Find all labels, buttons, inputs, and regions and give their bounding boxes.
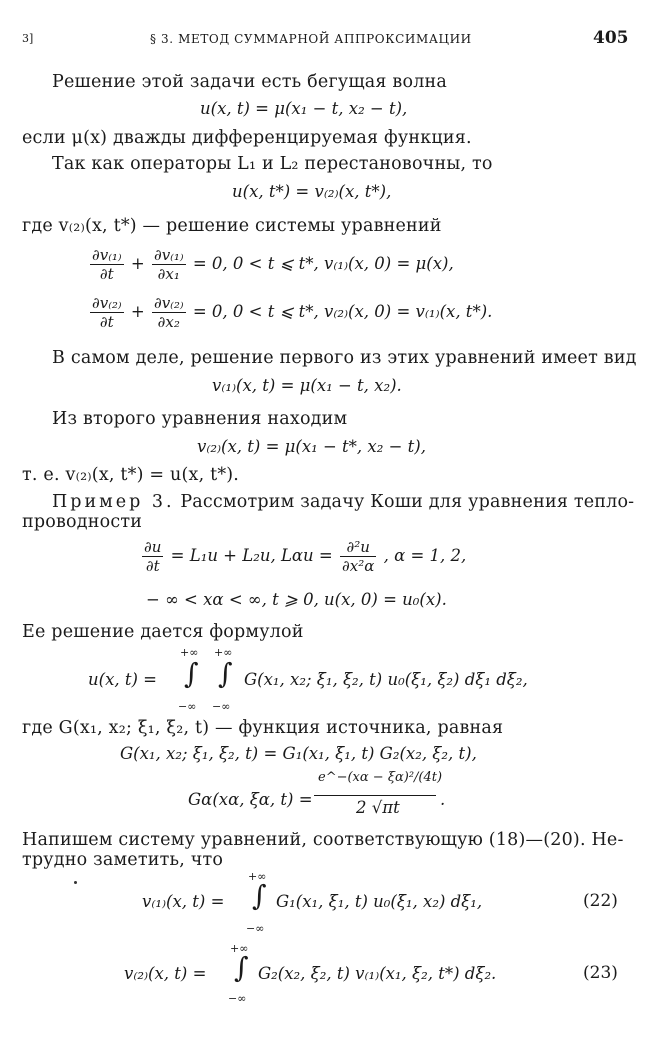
upper-limit: +∞ bbox=[214, 646, 233, 659]
equation-23-rhs: G₂(x₂, ξ₂, t) v₍₁₎(x₁, ξ₂, t*) dξ₂. bbox=[258, 964, 497, 983]
paragraph-line: Решение этой задачи есть бегущая волна bbox=[52, 72, 448, 92]
paragraph-line: если μ(x) дважды дифференцируемая функция. bbox=[22, 128, 472, 148]
integral-sign: ∫ bbox=[184, 657, 199, 690]
equation-solution-rhs: G(x₁, x₂; ξ₁, ξ₂, t) u₀(ξ₁, ξ₂) dξ₁ dξ₂, bbox=[244, 670, 528, 689]
equation-Galpha-denominator: 2 √πt bbox=[356, 798, 400, 817]
upper-limit: +∞ bbox=[180, 646, 199, 659]
equation-v2: v₍₂₎(x, t) = μ(x₁ − t*, x₂ − t), bbox=[197, 437, 426, 456]
equation-system-2: $\frac{\text{∂v₍₂₎}}{\partial t}$ + $\frac{\text{∂v₍₂₎}}{\text{∂x₂}}$ = 0, 0 < t ⩽ t*, v₍₂₎(x, 0) = v₍₁₎(x, t*). bbox=[92, 294, 493, 331]
page-number: 405 bbox=[593, 28, 629, 48]
lower-limit: −∞ bbox=[228, 992, 247, 1005]
fraction-bar bbox=[314, 795, 436, 796]
fraction: $\frac{\text{∂v₍₁₎}}{\partial t}$ bbox=[92, 246, 122, 283]
equation-system-1: $\frac{\text{∂v₍₁₎}}{\partial t}$ + $\frac{\text{∂v₍₁₎}}{\text{∂x₁}}$ = 0, 0 < t ⩽ t*, v₍₁₎(x, 0) = μ(x), bbox=[92, 246, 454, 283]
equation-22-lhs: v₍₁₎(x, t) = bbox=[142, 892, 225, 911]
equation-22-rhs: G₁(x₁, ξ₁, t) u₀(ξ₁, x₂) dξ₁, bbox=[276, 892, 483, 911]
equation-number: (23) bbox=[583, 963, 618, 983]
fraction: $\frac{\text{∂v₍₂₎}}{\text{∂x₂}}$ bbox=[153, 294, 184, 331]
equation-v1: v₍₁₎(x, t) = μ(x₁ − t, x₂). bbox=[212, 376, 402, 395]
equation-solution-lhs: u(x, t) = bbox=[88, 670, 157, 689]
fraction: $\frac{\text{∂v₍₂₎}}{\partial t}$ bbox=[92, 294, 122, 331]
paragraph-line: В самом деле, решение первого из этих уравнений имеет вид bbox=[52, 348, 637, 368]
fraction: $\frac{\partial u}{\partial t}$ bbox=[144, 538, 162, 575]
equation-G: G(x₁, x₂; ξ₁, ξ₂, t) = G₁(x₁, ξ₁, t) G₂(x₂, ξ₂, t), bbox=[120, 744, 477, 763]
paragraph-line: трудно заметить, что bbox=[22, 850, 224, 870]
upper-limit: +∞ bbox=[230, 942, 249, 955]
paragraph-line: где v₍₂₎(x, t*) — решение системы уравнений bbox=[22, 216, 442, 236]
speck bbox=[74, 881, 77, 884]
equation-wave: u(x, t) = μ(x₁ − t, x₂ − t), bbox=[200, 99, 408, 118]
paragraph-line: где G(x₁, x₂; ξ₁, ξ₂, t) — функция источника, равная bbox=[22, 718, 504, 738]
equation-23-lhs: v₍₂₎(x, t) = bbox=[124, 964, 207, 983]
equation-heat-conditions: − ∞ < xα < ∞, t ⩾ 0, u(x, 0) = u₀(x). bbox=[146, 590, 447, 609]
upper-limit: +∞ bbox=[248, 870, 267, 883]
equation-Galpha-lhs: Gα(xα, ξα, t) = bbox=[188, 790, 313, 809]
paragraph-line: Так как операторы L₁ и L₂ перестановочны, то bbox=[52, 154, 493, 174]
period: . bbox=[440, 790, 446, 809]
lower-limit: −∞ bbox=[246, 922, 265, 935]
integral-sign: ∫ bbox=[252, 879, 267, 912]
lower-limit: −∞ bbox=[212, 700, 231, 713]
equation-Galpha-numerator: e^−(xα − ξα)²/(4t) bbox=[318, 770, 443, 785]
paragraph-line: Напишем систему уравнений, соответствующую (18)—(20). Не- bbox=[22, 830, 624, 850]
example-label: Пример 3. bbox=[52, 492, 175, 512]
lower-limit: −∞ bbox=[178, 700, 197, 713]
chapter-marker: 3] bbox=[22, 32, 34, 45]
paragraph-line: т. е. v₍₂₎(x, t*) = u(x, t*). bbox=[22, 465, 240, 485]
paragraph-line: проводности bbox=[22, 512, 143, 532]
equation-heat: $\frac{\partial u}{\partial t}$ = L₁u + L₂u, Lαu = $\frac{\text{∂²u}}{\text{∂x²α}}$ , α = 1, 2, bbox=[144, 538, 467, 575]
paragraph-line: Ее решение дается формулой bbox=[22, 622, 304, 642]
paragraph-line: Из второго уравнения находим bbox=[52, 409, 348, 429]
running-header: § 3. МЕТОД СУММАРНОЙ АППРОКСИМАЦИИ bbox=[150, 32, 472, 46]
integral-sign: ∫ bbox=[218, 657, 233, 690]
equation-split: u(x, t*) = v₍₂₎(x, t*), bbox=[232, 182, 392, 201]
integral-sign: ∫ bbox=[234, 951, 249, 984]
equation-number: (22) bbox=[583, 891, 618, 911]
fraction: $\frac{\text{∂v₍₁₎}}{\text{∂x₁}}$ bbox=[153, 246, 184, 283]
fraction: $\frac{\text{∂²u}}{\text{∂x²α}}$ bbox=[342, 538, 375, 575]
paragraph-line: Пример 3. Рассмотрим задачу Коши для уравнения тепло- bbox=[52, 492, 635, 512]
